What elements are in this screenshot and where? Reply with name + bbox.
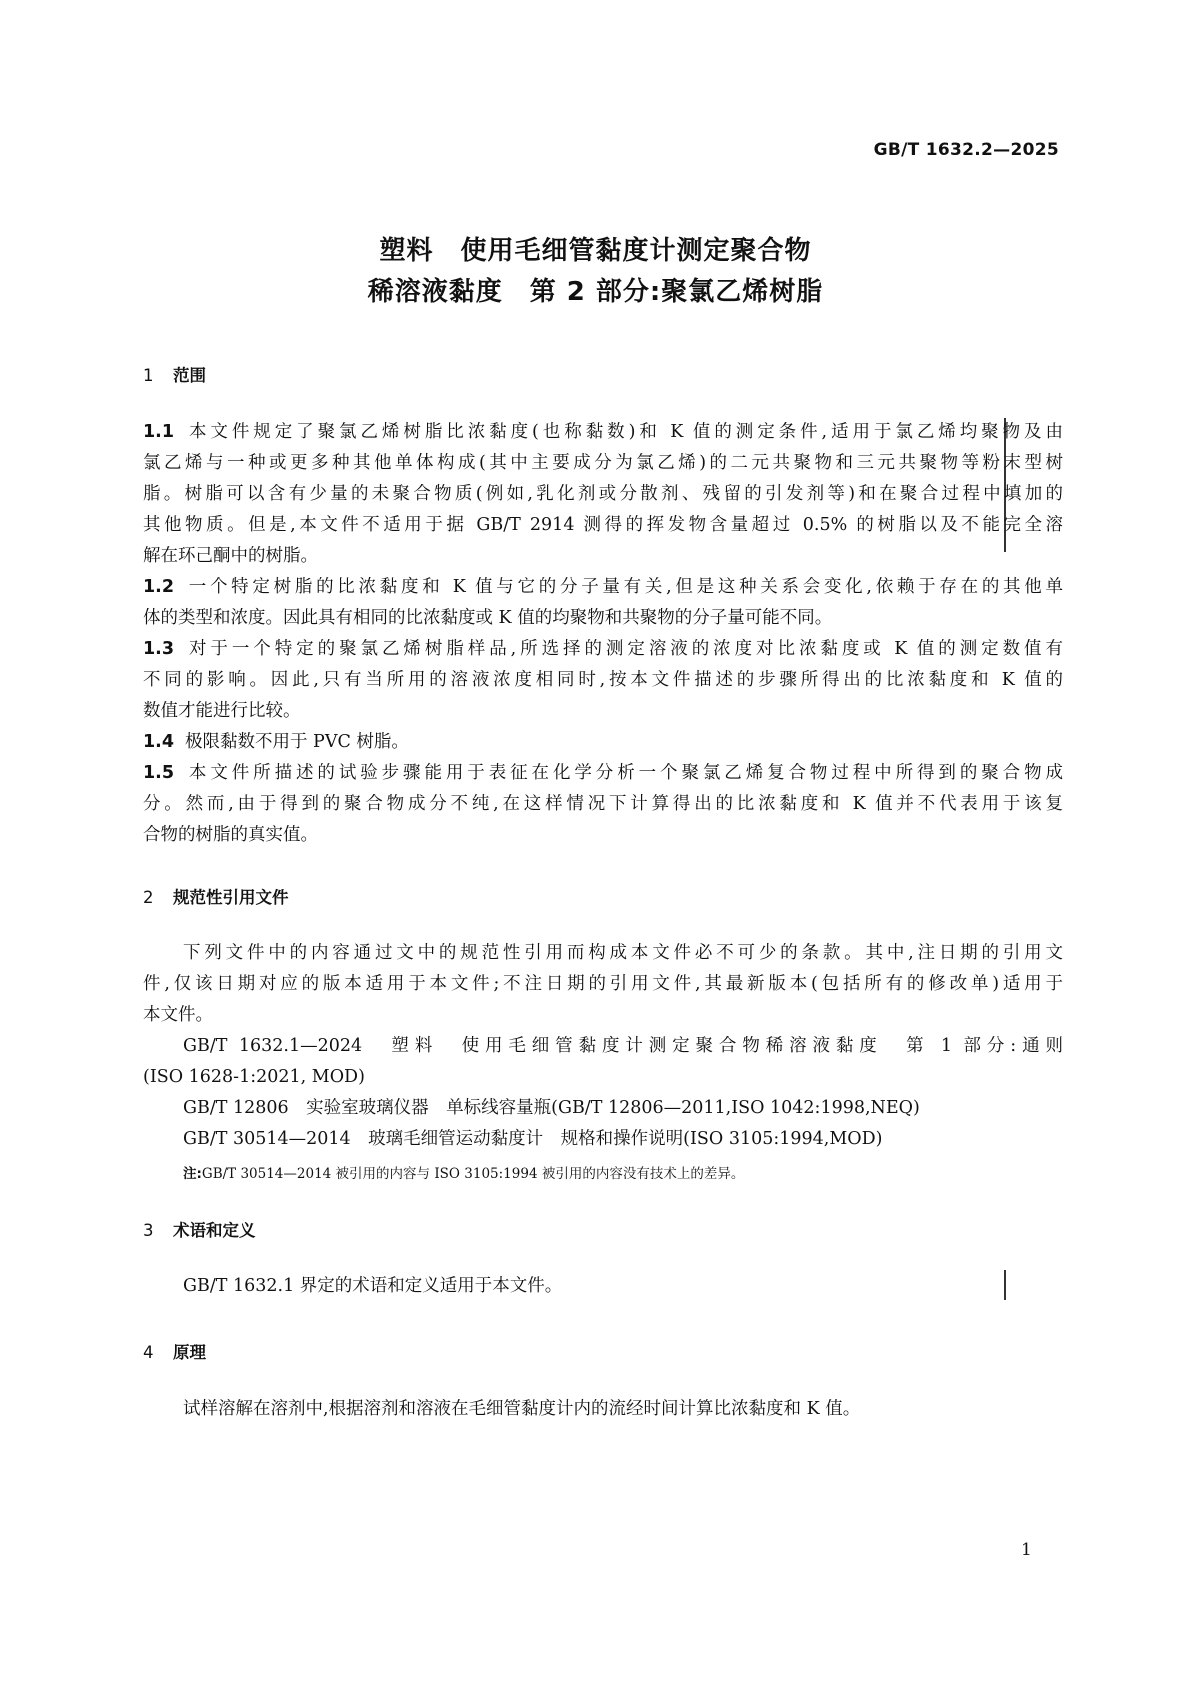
clause-number: 1.1 (143, 422, 175, 442)
normative-reference: GB/T 12806 实验室玻璃仪器 单标线容量瓶(GB/T 12806—2011,ISO 1042:1998,NEQ) (183, 1098, 920, 1118)
clause-1-1-line: 氯乙烯与一种或更多种其他单体构成(其中主要成分为氯乙烯)的二元共聚物和三元共聚物等粉末型树 (143, 453, 1063, 473)
section-number: 4 (143, 1343, 154, 1362)
clause-1-1-line: 脂。树脂可以含有少量的未聚合物质(例如,乳化剂或分散剂、残留的引发剂等)和在聚合过程中填加的 (143, 484, 1063, 504)
note-text: GB/T 30514—2014 被引用的内容与 ISO 3105:1994 被引用的内容没有技术上的差异。 (201, 1166, 745, 1182)
section-title: 规范性引用文件 (173, 888, 289, 907)
clause-text: 本文件所描述的试验步骤能用于表征在化学分析一个聚氯乙烯复合物过程中所得到的聚合物成 (185, 763, 1063, 783)
clause-text: 一个特定树脂的比浓黏度和 K 值与它的分子量有关,但是这种关系会变化,依赖于存在的其他单 (185, 577, 1063, 597)
clause-number: 1.4 (143, 732, 175, 752)
section-title: 原理 (173, 1343, 206, 1362)
clause-1-5-line (143, 765, 1063, 783)
section-3-text: GB/T 1632.1 界定的术语和定义适用于本文件。 (183, 1276, 563, 1296)
section-2-intro-line: 下列文件中的内容通过文中的规范性引用而构成本文件必不可少的条款。其中,注日期的引用文 (183, 943, 1063, 963)
section-4-heading (143, 1339, 206, 1363)
clause-1-1-line: 解在环己酮中的树脂。 (143, 546, 318, 566)
title-line-1: 塑料 使用毛细管黏度计测定聚合物 (379, 236, 812, 266)
clause-text: 对于一个特定的聚氯乙烯树脂样品,所选择的测定溶液的浓度对比浓黏度或 K 值的测定数值有 (185, 639, 1063, 659)
clause-1-1-line (143, 424, 1063, 442)
section-4-text: 试样溶解在溶剂中,根据溶剂和溶液在毛细管黏度计内的流经时间计算比浓黏度和 K 值。 (183, 1399, 861, 1419)
clause-number: 1.3 (143, 639, 175, 659)
title-line-2: 稀溶液黏度 第 2 部分:聚氯乙烯树脂 (367, 277, 824, 307)
note-label: 注: (183, 1166, 202, 1182)
note (183, 1162, 744, 1182)
clause-1-4-line (143, 734, 1063, 752)
normative-reference: GB/T 1632.1—2024 塑料 使用毛细管黏度计测定聚合物稀溶液黏度 第 1 部分:通则 (183, 1036, 1063, 1056)
clause-text: 极限黏数不用于 PVC 树脂。 (185, 732, 409, 752)
clause-1-3-line: 不同的影响。因此,只有当所用的溶液浓度相同时,按本文件描述的步骤所得出的比浓黏度和 K 值的 (143, 670, 1063, 690)
normative-reference: (ISO 1628-1:2021, MOD) (143, 1067, 365, 1087)
clause-text: 本文件规定了聚氯乙烯树脂比浓黏度(也称黏数)和 K 值的测定条件,适用于氯乙烯均聚物及由 (185, 422, 1063, 442)
section-2-intro-line: 件,仅该日期对应的版本适用于本文件;不注日期的引用文件,其最新版本(包括所有的修改单)适用于 (143, 974, 1063, 994)
standard-number: GB/T 1632.2—2025 (873, 140, 1059, 160)
section-2-intro-line: 本文件。 (143, 1005, 213, 1025)
clause-1-5-line: 合物的树脂的真实值。 (143, 825, 318, 845)
section-3-heading (143, 1217, 256, 1241)
clause-1-2-line: 体的类型和浓度。因此具有相同的比浓黏度或 K 值的均聚物和共聚物的分子量可能不同。 (143, 608, 833, 628)
section-number: 3 (143, 1221, 154, 1240)
section-2-heading (143, 884, 289, 908)
clause-number: 1.2 (143, 577, 175, 597)
clause-1-3-line: 数值才能进行比较。 (143, 701, 301, 721)
clause-1-2-line (143, 579, 1063, 597)
section-number: 2 (143, 888, 154, 907)
section-1-heading (143, 362, 206, 386)
section-title: 范围 (173, 366, 206, 385)
clause-1-5-line: 分。然而,由于得到的聚合物成分不纯,在这样情况下计算得出的比浓黏度和 K 值并不代表用于该复 (143, 794, 1063, 814)
clause-1-1-line: 其他物质。但是,本文件不适用于据 GB/T 2914 测得的挥发物含量超过 0.5% 的树脂以及不能完全溶 (143, 515, 1063, 535)
section-title: 术语和定义 (173, 1221, 256, 1240)
section-number: 1 (143, 366, 154, 385)
normative-reference: GB/T 30514—2014 玻璃毛细管运动黏度计 规格和操作说明(ISO 3105:1994,MOD) (183, 1129, 883, 1149)
clause-1-3-line (143, 641, 1063, 659)
page-number: 1 (1021, 1540, 1032, 1560)
clause-number: 1.5 (143, 763, 175, 783)
